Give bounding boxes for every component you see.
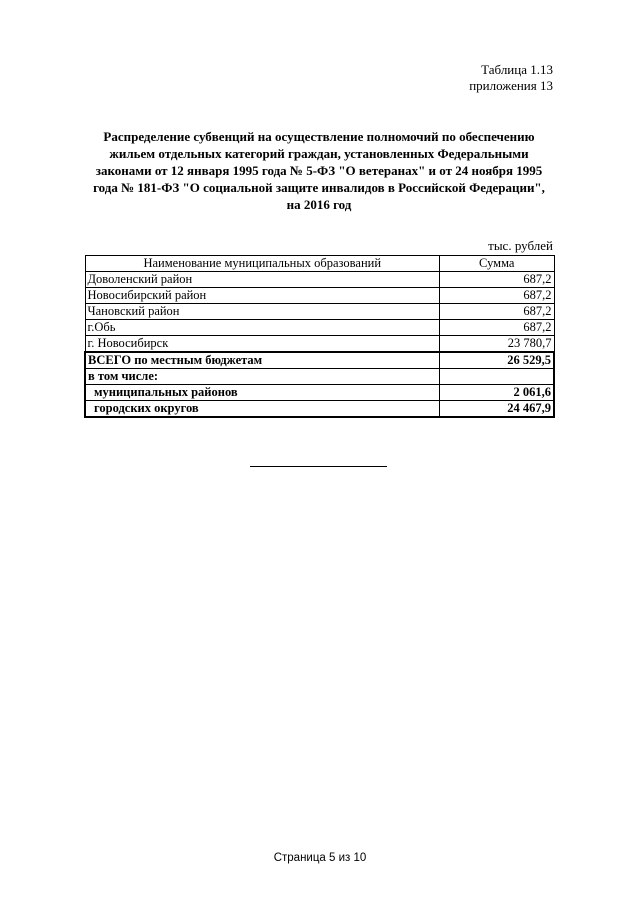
row-sum: 23 780,7 <box>440 336 555 353</box>
sub-row <box>85 385 554 401</box>
sub-row <box>85 401 554 418</box>
row-sum: 687,2 <box>440 320 555 336</box>
row-sum: 687,2 <box>440 272 555 288</box>
row-sum: 687,2 <box>440 288 555 304</box>
sub-sum: 24 467,9 <box>440 401 555 418</box>
units-label: тыс. рублей <box>488 238 553 253</box>
row-name: г. Новосибирск <box>85 336 440 353</box>
title-line: жильем отдельных категорий граждан, установленных Федеральными <box>109 146 529 161</box>
row-sum: 687,2 <box>440 304 555 320</box>
sub-name: муниципальных районов <box>85 385 440 401</box>
appendix-number: приложения 13 <box>469 78 553 93</box>
including-sum <box>440 369 555 385</box>
table-row <box>85 320 554 336</box>
including-label: в том числе: <box>85 369 440 385</box>
row-name: Чановский район <box>85 304 440 320</box>
table-number: Таблица 1.13 <box>481 62 553 77</box>
total-name: ВСЕГО по местным бюджетам <box>85 352 440 369</box>
including-row <box>85 369 554 385</box>
row-name: Новосибирский район <box>85 288 440 304</box>
table-row <box>85 336 554 353</box>
title-line: на 2016 год <box>286 197 352 212</box>
table-row <box>85 272 554 288</box>
title-line: года № 181-ФЗ "О социальной защите инвалидов в Российской Федерации", <box>93 180 545 195</box>
table-row <box>85 288 554 304</box>
table-row <box>85 304 554 320</box>
title-line: Распределение субвенций на осуществление полномочий по обеспечению <box>103 129 535 144</box>
subsidy-table <box>84 255 555 418</box>
table-header-row <box>85 256 554 272</box>
document-title <box>84 128 554 213</box>
total-sum: 26 529,5 <box>440 352 555 369</box>
separator-line <box>250 466 387 467</box>
row-name: Доволенский район <box>85 272 440 288</box>
header-name: Наименование муниципальных образований <box>85 256 440 272</box>
header-sum: Сумма <box>440 256 555 272</box>
title-line: законами от 12 января 1995 года № 5-ФЗ "О ветеранах" и от 24 ноября 1995 <box>95 163 543 178</box>
sub-name: городских округов <box>85 401 440 418</box>
sub-sum: 2 061,6 <box>440 385 555 401</box>
table-reference <box>469 62 553 94</box>
row-name: г.Обь <box>85 320 440 336</box>
total-row <box>85 352 554 369</box>
page-number: Страница 5 из 10 <box>273 852 367 864</box>
